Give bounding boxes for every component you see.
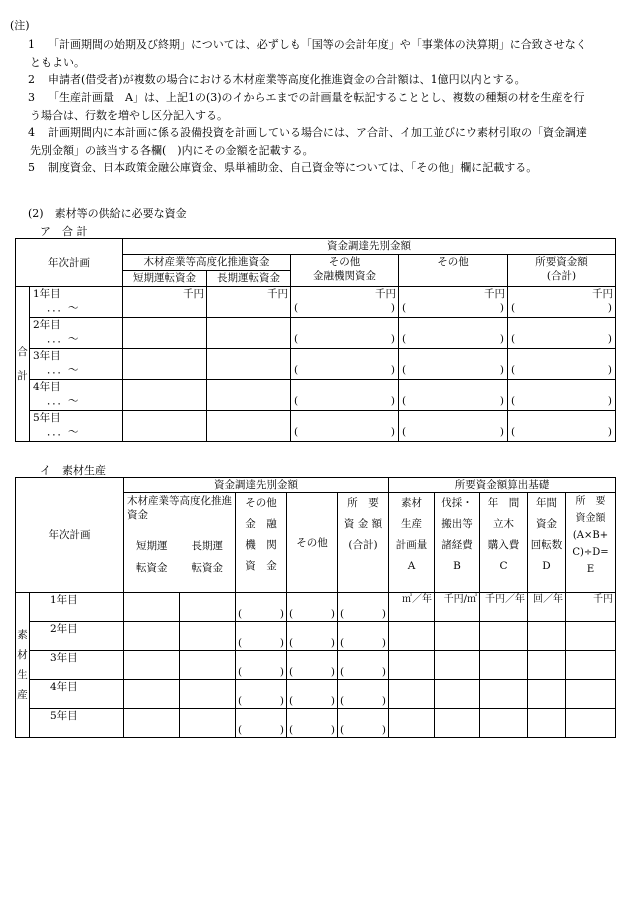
standing-timber-cell — [480, 651, 528, 680]
other-financial-cell — [236, 651, 287, 680]
table-row — [16, 380, 616, 411]
amount-parentheses — [236, 694, 286, 708]
standing-timber-cell — [480, 680, 528, 709]
year-label: 4年目 — [50, 681, 78, 693]
note-text: 申請者(借受者)が複数の場合における木材産業等高度化推進資金の合計額は、1億円以内とする。 — [48, 73, 526, 86]
amount-parentheses — [287, 723, 337, 737]
paren-close: ) — [499, 302, 504, 314]
amount-parentheses — [338, 607, 388, 621]
short-term-cell — [123, 380, 207, 411]
paren-open: ( — [294, 364, 299, 376]
paren-open: ( — [402, 302, 407, 314]
table-row — [16, 349, 616, 380]
note-text: 「計画期間の始期及び終期」については、必ずしも「国等の会計年度」や「事業体の決算期」に合致させなく — [48, 38, 587, 51]
other-header: その他 — [287, 493, 338, 593]
section-title: (2) 素材等の供給に必要な資金 — [28, 207, 187, 220]
other-financial-cell — [236, 593, 287, 622]
amount-parentheses — [291, 332, 398, 346]
continuation-mark: ．．．〜 — [47, 302, 79, 314]
year-cell — [30, 318, 123, 349]
production-quantity-header: 素材 生産 計画量 A — [389, 493, 435, 593]
paren-close: ) — [279, 637, 284, 649]
amount-parentheses — [399, 332, 507, 346]
long-term-cell — [207, 287, 291, 318]
note-number: 5 — [28, 161, 35, 174]
year-cell — [30, 622, 124, 651]
paren-open: ( — [294, 302, 299, 314]
unit-label: 千円 — [267, 288, 288, 300]
note-number: 1 — [28, 38, 35, 51]
unit-label: 回／年 — [533, 594, 563, 605]
paren-close: ) — [607, 302, 612, 314]
long-term-cell — [207, 318, 291, 349]
subsection-i-title: イ 素材生産 — [40, 464, 106, 477]
other-financial-header: その他 金融機関資金 — [291, 255, 399, 287]
standing-timber-cell — [480, 622, 528, 651]
other-financial-cell — [236, 709, 287, 738]
paren-close: ) — [279, 724, 284, 736]
paren-open: ( — [289, 695, 294, 707]
unit-label: ㎥／年 — [402, 594, 432, 605]
other-financial-cell — [236, 680, 287, 709]
table-row — [16, 680, 616, 709]
paren-close: ) — [330, 608, 335, 620]
turnover-cell — [528, 593, 566, 622]
other-financial-cell — [291, 411, 399, 442]
amount-parentheses — [291, 425, 398, 439]
long-term-cell — [207, 349, 291, 380]
year-cell — [30, 411, 123, 442]
required-total-cell — [338, 651, 389, 680]
required-calc-cell — [566, 593, 616, 622]
production-quantity-cell — [389, 622, 435, 651]
paren-close: ) — [607, 395, 612, 407]
table-row — [16, 651, 616, 680]
turnover-cell — [528, 680, 566, 709]
paren-close: ) — [607, 426, 612, 438]
paren-open: ( — [511, 333, 516, 345]
logging-cost-cell — [435, 709, 480, 738]
note-item — [28, 124, 620, 159]
year-label: 1年目 — [50, 594, 78, 606]
continuation-mark: ．．．〜 — [47, 395, 79, 407]
funding-by-source-header: 資金調達先別金額 — [124, 478, 389, 493]
paren-open: ( — [289, 637, 294, 649]
amount-parentheses — [508, 394, 615, 408]
paren-close: ) — [330, 637, 335, 649]
side-label-production: 素 材 生 産 — [16, 593, 30, 738]
amount-parentheses — [236, 665, 286, 679]
short-term-cell — [124, 680, 180, 709]
unit-label: 千円 — [375, 288, 396, 300]
paren-close: ) — [499, 364, 504, 376]
required-total-cell — [338, 593, 389, 622]
year-label: 4年目 — [33, 381, 61, 393]
year-plan-header: 年次計画 — [16, 478, 124, 593]
note-item — [28, 159, 620, 177]
amount-parentheses — [291, 363, 398, 377]
paren-close: ) — [607, 364, 612, 376]
paren-close: ) — [381, 666, 386, 678]
other-cell — [399, 318, 508, 349]
amount-parentheses — [236, 607, 286, 621]
paren-close: ) — [330, 724, 335, 736]
amount-parentheses — [338, 636, 388, 650]
required-total-cell — [508, 380, 616, 411]
funding-by-source-header: 資金調達先別金額 — [123, 239, 616, 255]
paren-close: ) — [279, 608, 284, 620]
logging-cost-header: 伐採・ 搬出等 諸経費 B — [435, 493, 480, 593]
paren-open: ( — [402, 364, 407, 376]
unit-label: 千円 — [484, 288, 505, 300]
required-total-cell — [508, 411, 616, 442]
paren-close: ) — [390, 395, 395, 407]
turnover-cell — [528, 622, 566, 651]
table-row — [16, 709, 616, 738]
promotion-fund-header: 木材産業等高度化推進資金 — [127, 495, 232, 521]
paren-open: ( — [511, 426, 516, 438]
logging-cost-cell — [435, 622, 480, 651]
year-cell — [30, 380, 123, 411]
year-plan-header: 年次計画 — [16, 239, 123, 287]
long-term-cell — [180, 680, 236, 709]
amount-parentheses — [338, 665, 388, 679]
paren-close: ) — [330, 666, 335, 678]
paren-close: ) — [390, 302, 395, 314]
paren-open: ( — [511, 395, 516, 407]
required-calc-cell — [566, 709, 616, 738]
note-text: 「生産計画量 A」は、上記1の(3)のイからエまでの計画量を転記することとし、複数の種類の材を生産を行 — [48, 91, 585, 104]
short-term-cell — [123, 411, 207, 442]
note-number: 2 — [28, 73, 35, 86]
amount-parentheses — [291, 301, 398, 315]
other-financial-header: その他 金 融 機 関 資 金 — [236, 493, 287, 593]
required-total-cell — [338, 622, 389, 651]
continuation-mark: ．．．〜 — [47, 426, 79, 438]
production-quantity-cell — [389, 593, 435, 622]
paren-close: ) — [381, 695, 386, 707]
table-row — [16, 622, 616, 651]
paren-close: ) — [607, 333, 612, 345]
long-term-cell — [207, 411, 291, 442]
logging-cost-cell — [435, 651, 480, 680]
note-item — [28, 71, 620, 89]
year-cell — [30, 593, 124, 622]
logging-cost-cell — [435, 593, 480, 622]
required-total-cell — [338, 709, 389, 738]
note-text: 制度資金、日本政策金融公庫資金、県単補助金、自己資金等については、「その他」欄に記載する。 — [48, 161, 538, 174]
short-term-cell — [123, 318, 207, 349]
other-cell — [399, 349, 508, 380]
total-funding-table — [15, 238, 616, 442]
amount-parentheses — [287, 636, 337, 650]
unit-label: 千円/㎥ — [443, 594, 477, 605]
turnover-cell — [528, 651, 566, 680]
note-number: 4 — [28, 126, 35, 139]
notes-header: (注) — [10, 19, 30, 32]
amount-parentheses — [338, 723, 388, 737]
paren-open: ( — [340, 724, 345, 736]
note-item — [28, 89, 620, 124]
paren-open: ( — [340, 608, 345, 620]
other-cell — [287, 709, 338, 738]
paren-open: ( — [238, 666, 243, 678]
required-calc-cell — [566, 622, 616, 651]
paren-close: ) — [499, 426, 504, 438]
year-label: 3年目 — [33, 350, 61, 362]
other-cell — [399, 287, 508, 318]
other-cell — [287, 680, 338, 709]
year-label: 3年目 — [50, 652, 78, 664]
production-quantity-cell — [389, 651, 435, 680]
amount-parentheses — [399, 363, 507, 377]
amount-parentheses — [287, 665, 337, 679]
standing-timber-cell — [480, 593, 528, 622]
paren-open: ( — [289, 666, 294, 678]
other-financial-cell — [291, 287, 399, 318]
unit-label: 千円 — [592, 288, 613, 300]
long-term-cell — [180, 709, 236, 738]
other-cell — [287, 651, 338, 680]
amount-parentheses — [399, 394, 507, 408]
amount-parentheses — [508, 301, 615, 315]
production-quantity-cell — [389, 680, 435, 709]
continuation-mark: ．．．〜 — [47, 364, 79, 376]
unit-label: 千円／年 — [485, 594, 525, 605]
turnover-cell — [528, 709, 566, 738]
long-term-header: 長期運転資金 — [207, 271, 291, 287]
log-production-table — [15, 477, 616, 738]
other-cell — [399, 411, 508, 442]
amount-parentheses — [399, 425, 507, 439]
amount-parentheses — [236, 723, 286, 737]
paren-open: ( — [289, 724, 294, 736]
required-calc-cell — [566, 680, 616, 709]
other-cell — [287, 593, 338, 622]
short-term-cell — [123, 349, 207, 380]
paren-open: ( — [340, 666, 345, 678]
other-financial-cell — [291, 318, 399, 349]
table-row — [16, 593, 616, 622]
note-continuation: う場合は、行数を増やし区分記入する。 — [30, 108, 228, 122]
subsection-a-title: ア 合 計 — [40, 225, 88, 238]
table-row — [16, 287, 616, 318]
short-term-cell — [123, 287, 207, 318]
year-label: 1年目 — [33, 288, 61, 300]
amount-parentheses — [508, 332, 615, 346]
year-cell — [30, 349, 123, 380]
note-item — [28, 36, 620, 71]
long-term-header: 長期運 転資金 — [191, 540, 223, 574]
calc-basis-header: 所要資金額算出基礎 — [389, 478, 616, 493]
paren-open: ( — [238, 724, 243, 736]
paren-open: ( — [340, 637, 345, 649]
required-total-cell — [508, 349, 616, 380]
turnover-header: 年間 資金 回転数 D — [528, 493, 566, 593]
long-term-cell — [180, 593, 236, 622]
other-financial-cell — [291, 349, 399, 380]
paren-close: ) — [279, 666, 284, 678]
logging-cost-cell — [435, 680, 480, 709]
required-total-cell — [508, 318, 616, 349]
amount-parentheses — [291, 394, 398, 408]
other-header: その他 — [399, 255, 508, 287]
paren-open: ( — [402, 426, 407, 438]
other-financial-cell — [236, 622, 287, 651]
unit-label: 千円 — [183, 288, 204, 300]
amount-parentheses — [399, 301, 507, 315]
amount-parentheses — [508, 363, 615, 377]
year-label: 5年目 — [33, 412, 61, 424]
required-calc-cell — [566, 651, 616, 680]
paren-close: ) — [381, 724, 386, 736]
paren-open: ( — [294, 395, 299, 407]
paren-close: ) — [390, 426, 395, 438]
note-text: 計画期間内に本計画に係る設備投資を計画している場合には、ア合計、イ加工並びにウ素材引取の「資金調達 — [48, 126, 587, 139]
short-term-cell — [124, 651, 180, 680]
paren-open: ( — [402, 333, 407, 345]
year-label: 2年目 — [50, 623, 78, 635]
standing-timber-cell — [480, 709, 528, 738]
short-term-cell — [124, 709, 180, 738]
production-quantity-cell — [389, 709, 435, 738]
year-label: 5年目 — [50, 710, 78, 722]
other-financial-cell — [291, 380, 399, 411]
required-total-header: 所要資金額 (合計) — [508, 255, 616, 287]
year-cell — [30, 651, 124, 680]
note-continuation: ともよい。 — [30, 55, 85, 69]
paren-open: ( — [402, 395, 407, 407]
long-term-cell — [180, 651, 236, 680]
paren-open: ( — [294, 426, 299, 438]
paren-close: ) — [390, 364, 395, 376]
amount-parentheses — [338, 694, 388, 708]
note-continuation: 先別金額」の該当する各欄( )内にその金額を記載する。 — [30, 143, 314, 157]
short-term-header: 短期運転資金 — [123, 271, 207, 287]
paren-close: ) — [390, 333, 395, 345]
required-calc-header: 所 要 資金額 (A×B+ C)÷D= E — [566, 493, 616, 593]
short-term-cell — [124, 622, 180, 651]
paren-open: ( — [238, 695, 243, 707]
paren-open: ( — [511, 302, 516, 314]
required-total-header: 所 要 資 金 額 (合計) — [338, 493, 389, 593]
long-term-cell — [180, 622, 236, 651]
paren-close: ) — [279, 695, 284, 707]
required-total-cell — [338, 680, 389, 709]
other-cell — [399, 380, 508, 411]
long-term-cell — [207, 380, 291, 411]
amount-parentheses — [287, 607, 337, 621]
paren-close: ) — [381, 608, 386, 620]
short-term-cell — [124, 593, 180, 622]
paren-open: ( — [340, 695, 345, 707]
year-label: 2年目 — [33, 319, 61, 331]
unit-label: 千円 — [593, 594, 614, 605]
promotion-fund-cell — [124, 493, 236, 593]
paren-close: ) — [381, 637, 386, 649]
paren-open: ( — [238, 608, 243, 620]
paren-open: ( — [294, 333, 299, 345]
paren-open: ( — [511, 364, 516, 376]
year-cell — [30, 709, 124, 738]
short-term-header: 短期運 転資金 — [136, 540, 168, 574]
paren-close: ) — [499, 333, 504, 345]
amount-parentheses — [508, 425, 615, 439]
other-cell — [287, 622, 338, 651]
paren-close: ) — [330, 695, 335, 707]
year-cell — [30, 680, 124, 709]
promotion-fund-header: 木材産業等高度化推進資金 — [123, 255, 291, 271]
standing-timber-cost-header: 年 間 立木 購入費 C — [480, 493, 528, 593]
amount-parentheses — [236, 636, 286, 650]
year-cell — [30, 287, 123, 318]
note-number: 3 — [28, 91, 35, 104]
table-row — [16, 411, 616, 442]
table-row — [16, 318, 616, 349]
paren-close: ) — [499, 395, 504, 407]
continuation-mark: ．．．〜 — [47, 333, 79, 345]
required-total-cell — [508, 287, 616, 318]
amount-parentheses — [287, 694, 337, 708]
paren-open: ( — [289, 608, 294, 620]
paren-open: ( — [238, 637, 243, 649]
side-label-total: 合 計 — [16, 287, 30, 442]
